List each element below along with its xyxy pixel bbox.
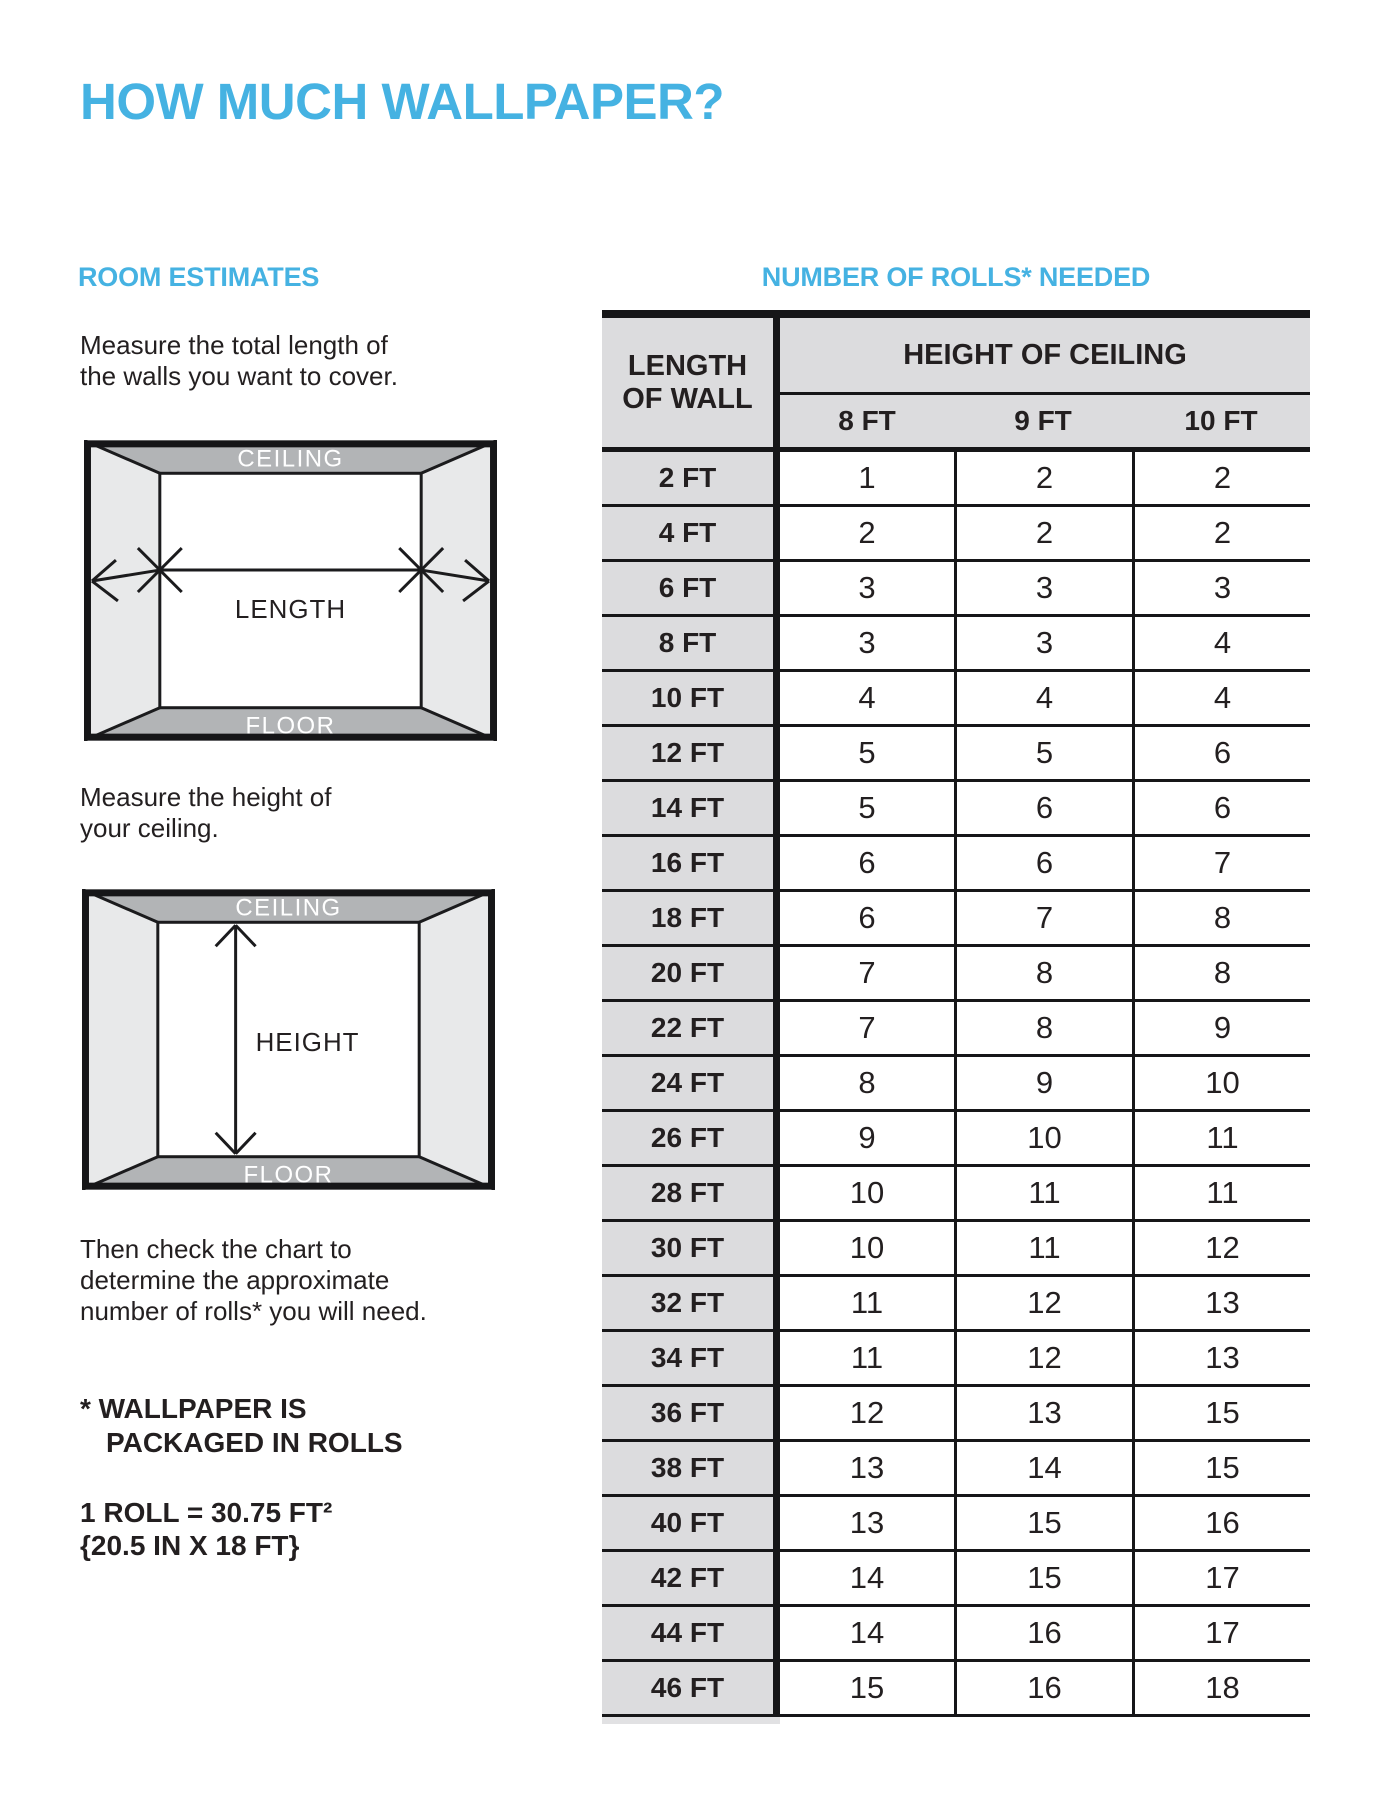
rolls-cell-10ft: 17 — [1205, 1560, 1240, 1595]
measure-height-paragraph — [80, 782, 332, 844]
ceiling-heights-row — [780, 395, 1310, 447]
rolls-cell-9ft: 2 — [1035, 515, 1054, 550]
column-divider — [773, 672, 780, 724]
ceiling-label: CEILING — [235, 894, 342, 922]
paragraph-line: Measure the height of — [80, 782, 332, 812]
wall-length-cell: 22 FT — [602, 1002, 773, 1054]
table-row — [602, 1222, 1310, 1277]
rolls-cell-10ft: 15 — [1205, 1395, 1240, 1430]
wall-length-cell: 28 FT — [602, 1167, 773, 1219]
left-wall-surface — [84, 440, 160, 740]
wall-length-cell: 32 FT — [602, 1277, 773, 1329]
wall-length-cell: 4 FT — [602, 507, 773, 559]
column-divider — [773, 562, 780, 614]
table-body — [602, 452, 1310, 1717]
table-row — [602, 1442, 1310, 1497]
rolls-cell-8ft: 3 — [858, 625, 876, 660]
rolls-cell-9ft: 13 — [1027, 1395, 1062, 1430]
wall-length-cell: 42 FT — [602, 1552, 773, 1604]
rolls-cell-9ft: 6 — [1035, 790, 1054, 825]
wall-length-cell: 30 FT — [602, 1222, 773, 1274]
rolls-cell-8ft: 3 — [858, 570, 876, 605]
rolls-cell-9ft: 15 — [1027, 1560, 1062, 1595]
wall-length-cell: 2 FT — [602, 452, 773, 504]
rolls-cell-10ft: 6 — [1213, 790, 1232, 825]
rolls-cell-9ft: 8 — [1035, 1010, 1054, 1045]
rolls-cell-8ft: 2 — [858, 515, 876, 550]
rolls-needed-heading: NUMBER OF ROLLS* NEEDED — [761, 262, 1151, 292]
wall-length-cell: 8 FT — [602, 617, 773, 669]
table-row — [602, 1002, 1310, 1057]
column-divider — [773, 1002, 780, 1054]
rolls-cell-8ft: 5 — [858, 790, 876, 825]
rolls-cell-9ft: 10 — [1027, 1120, 1062, 1155]
rolls-cell-8ft: 5 — [858, 735, 876, 770]
wall-length-cell: 20 FT — [602, 947, 773, 999]
column-divider — [773, 1607, 780, 1659]
wall-length-cell: 16 FT — [602, 837, 773, 889]
roll-size-info — [80, 1496, 332, 1562]
rolls-cell-10ft: 7 — [1213, 845, 1232, 880]
column-divider — [773, 452, 780, 504]
rolls-cell-10ft: 8 — [1213, 955, 1232, 990]
wall-length-cell: 14 FT — [602, 782, 773, 834]
rolls-cell-10ft: 4 — [1213, 625, 1232, 660]
rolls-cell-8ft: 6 — [858, 900, 876, 935]
header-line: OF WALL — [622, 382, 753, 415]
wall-length-cell: 24 FT — [602, 1057, 773, 1109]
wall-length-cell: 34 FT — [602, 1332, 773, 1384]
table-row — [602, 1167, 1310, 1222]
right-wall-surface — [419, 889, 495, 1189]
rolls-cell-10ft: 8 — [1213, 900, 1232, 935]
rolls-cell-8ft: 15 — [849, 1670, 885, 1705]
room-height-diagram — [82, 889, 495, 1190]
rolls-cell-9ft: 12 — [1027, 1285, 1062, 1320]
paragraph-line: your ceiling. — [80, 813, 219, 843]
table-row — [602, 617, 1310, 672]
room-estimates-heading: ROOM ESTIMATES — [78, 262, 320, 292]
table-row — [602, 1552, 1310, 1607]
left-wall-surface — [82, 889, 158, 1189]
rolls-cell-10ft: 17 — [1205, 1615, 1240, 1650]
footnote-line: PACKAGED IN ROLLS — [106, 1427, 403, 1458]
column-divider — [773, 1442, 780, 1494]
column-divider — [773, 1277, 780, 1329]
length-of-wall-header — [602, 318, 773, 447]
rolls-cell-9ft: 2 — [1035, 460, 1054, 495]
column-divider — [773, 1112, 780, 1164]
right-wall-surface — [421, 440, 497, 740]
rolls-cell-8ft: 8 — [858, 1065, 876, 1100]
rolls-cell-9ft: 9 — [1035, 1065, 1054, 1100]
paragraph-line: determine the approximate — [80, 1265, 390, 1295]
wall-length-cell: 12 FT — [602, 727, 773, 779]
table-row — [602, 1277, 1310, 1332]
rolls-cell-10ft: 4 — [1213, 680, 1232, 715]
column-divider — [773, 782, 780, 834]
rolls-cell-9ft: 16 — [1027, 1615, 1062, 1650]
rolls-cell-10ft: 6 — [1213, 735, 1232, 770]
table-row — [602, 452, 1310, 507]
wall-length-cell: 38 FT — [602, 1442, 773, 1494]
rolls-cell-9ft: 15 — [1027, 1505, 1062, 1540]
rolls-cell-8ft: 14 — [849, 1615, 885, 1650]
page-title: HOW MUCH WALLPAPER? — [80, 73, 724, 130]
table-row — [602, 1332, 1310, 1387]
rolls-cell-8ft: 13 — [849, 1450, 885, 1485]
table-top-border — [602, 310, 1310, 318]
table-row — [602, 837, 1310, 892]
column-divider — [773, 1057, 780, 1109]
header-line: LENGTH — [627, 349, 748, 382]
rolls-cell-10ft: 9 — [1213, 1010, 1232, 1045]
table-row — [602, 1662, 1310, 1717]
column-divider — [773, 1387, 780, 1439]
ceiling-9ft-header: 9 FT — [1014, 405, 1072, 436]
paragraph-line: Then check the chart to — [80, 1234, 352, 1264]
rolls-cell-9ft: 3 — [1035, 570, 1054, 605]
column-divider — [773, 1332, 780, 1384]
floor-label: FLOOR — [245, 712, 336, 740]
rolls-cell-9ft: 11 — [1028, 1175, 1061, 1210]
column-divider — [773, 318, 780, 447]
rolls-cell-8ft: 12 — [849, 1395, 885, 1430]
ceiling-header-group — [780, 318, 1310, 447]
rolls-cell-10ft: 13 — [1205, 1340, 1240, 1375]
wall-length-cell: 6 FT — [602, 562, 773, 614]
height-of-ceiling-header: HEIGHT OF CEILING — [780, 318, 1310, 392]
wall-length-cell: 44 FT — [602, 1607, 773, 1659]
column-divider — [773, 1167, 780, 1219]
rolls-cell-9ft: 7 — [1035, 900, 1054, 935]
rolls-cell-10ft: 18 — [1205, 1670, 1240, 1705]
rolls-cell-9ft: 16 — [1027, 1670, 1062, 1705]
rolls-cell-8ft: 4 — [858, 680, 876, 715]
column-divider — [773, 617, 780, 669]
roll-dimensions-line: {20.5 IN X 18 FT} — [80, 1530, 300, 1561]
rolls-cell-9ft: 14 — [1027, 1450, 1062, 1485]
wall-length-cell: 26 FT — [602, 1112, 773, 1164]
table-row — [602, 507, 1310, 562]
column-shadow — [602, 1717, 780, 1724]
table-row — [602, 672, 1310, 727]
footnote-line: * WALLPAPER IS — [80, 1393, 307, 1424]
ceiling-label: CEILING — [237, 445, 344, 473]
table-row — [602, 1607, 1310, 1662]
table-row — [602, 1112, 1310, 1167]
floor-label: FLOOR — [243, 1161, 334, 1189]
rolls-cell-8ft: 7 — [858, 955, 876, 990]
roll-area-line: 1 ROLL = 30.75 FT² — [80, 1497, 333, 1528]
rolls-cell-10ft: 15 — [1205, 1450, 1240, 1485]
rolls-cell-10ft: 16 — [1205, 1505, 1240, 1540]
rolls-cell-10ft: 13 — [1205, 1285, 1240, 1320]
check-chart-paragraph — [80, 1234, 427, 1327]
rolls-cell-10ft: 11 — [1206, 1175, 1239, 1210]
column-divider — [773, 947, 780, 999]
height-label: HEIGHT — [255, 1028, 360, 1057]
length-label: LENGTH — [234, 595, 347, 624]
column-divider — [773, 1497, 780, 1549]
column-divider — [773, 1552, 780, 1604]
wall-length-cell: 10 FT — [602, 672, 773, 724]
ceiling-10ft-header: 10 FT — [1184, 405, 1258, 436]
table-row — [602, 1057, 1310, 1112]
rolls-cell-8ft: 14 — [849, 1560, 885, 1595]
rolls-cell-8ft: 10 — [849, 1230, 885, 1265]
table-row — [602, 892, 1310, 947]
back-wall-surface — [160, 473, 421, 707]
rolls-cell-9ft: 4 — [1035, 680, 1054, 715]
rolls-cell-8ft: 9 — [858, 1120, 876, 1155]
wall-length-cell: 40 FT — [602, 1497, 773, 1549]
rolls-cell-8ft: 11 — [850, 1340, 884, 1375]
rolls-cell-8ft: 6 — [858, 845, 876, 880]
rolls-cell-8ft: 10 — [849, 1175, 885, 1210]
room-length-diagram — [84, 440, 497, 741]
rolls-cell-10ft: 11 — [1206, 1120, 1239, 1155]
table-row — [602, 727, 1310, 782]
measure-length-paragraph — [80, 330, 398, 392]
paragraph-line: Measure the total length of — [80, 330, 388, 360]
rolls-cell-9ft: 3 — [1035, 625, 1054, 660]
rolls-cell-9ft: 11 — [1028, 1230, 1061, 1265]
table-row — [602, 947, 1310, 1002]
column-divider — [773, 892, 780, 944]
column-divider — [773, 837, 780, 889]
rolls-cell-10ft: 12 — [1205, 1230, 1240, 1265]
rolls-cell-9ft: 12 — [1027, 1340, 1062, 1375]
table-row — [602, 562, 1310, 617]
paragraph-line: number of rolls* you will need. — [80, 1296, 427, 1326]
rolls-cell-10ft: 10 — [1205, 1065, 1240, 1100]
wall-length-cell: 46 FT — [602, 1662, 773, 1714]
paragraph-line: the walls you want to cover. — [80, 361, 398, 391]
rolls-cell-8ft: 13 — [849, 1505, 885, 1540]
rolls-footnote — [80, 1392, 403, 1460]
rolls-cell-9ft: 8 — [1035, 955, 1054, 990]
wall-length-cell: 18 FT — [602, 892, 773, 944]
rolls-cell-10ft: 3 — [1213, 570, 1232, 605]
column-divider — [773, 1662, 780, 1714]
column-divider — [773, 1222, 780, 1274]
ceiling-8ft-header: 8 FT — [838, 405, 896, 436]
table-row — [602, 782, 1310, 837]
table-row — [602, 1387, 1310, 1442]
table-row — [602, 1497, 1310, 1552]
rolls-cell-9ft: 5 — [1035, 735, 1054, 770]
rolls-cell-8ft: 7 — [858, 1010, 876, 1045]
rolls-cell-8ft: 1 — [858, 460, 876, 495]
rolls-cell-9ft: 6 — [1035, 845, 1054, 880]
table-header — [602, 318, 1310, 447]
column-divider — [773, 727, 780, 779]
rolls-cell-8ft: 11 — [850, 1285, 884, 1320]
rolls-table — [602, 310, 1310, 1724]
wall-length-cell: 36 FT — [602, 1387, 773, 1439]
column-divider — [773, 507, 780, 559]
rolls-cell-10ft: 2 — [1213, 460, 1232, 495]
rolls-cell-10ft: 2 — [1213, 515, 1232, 550]
